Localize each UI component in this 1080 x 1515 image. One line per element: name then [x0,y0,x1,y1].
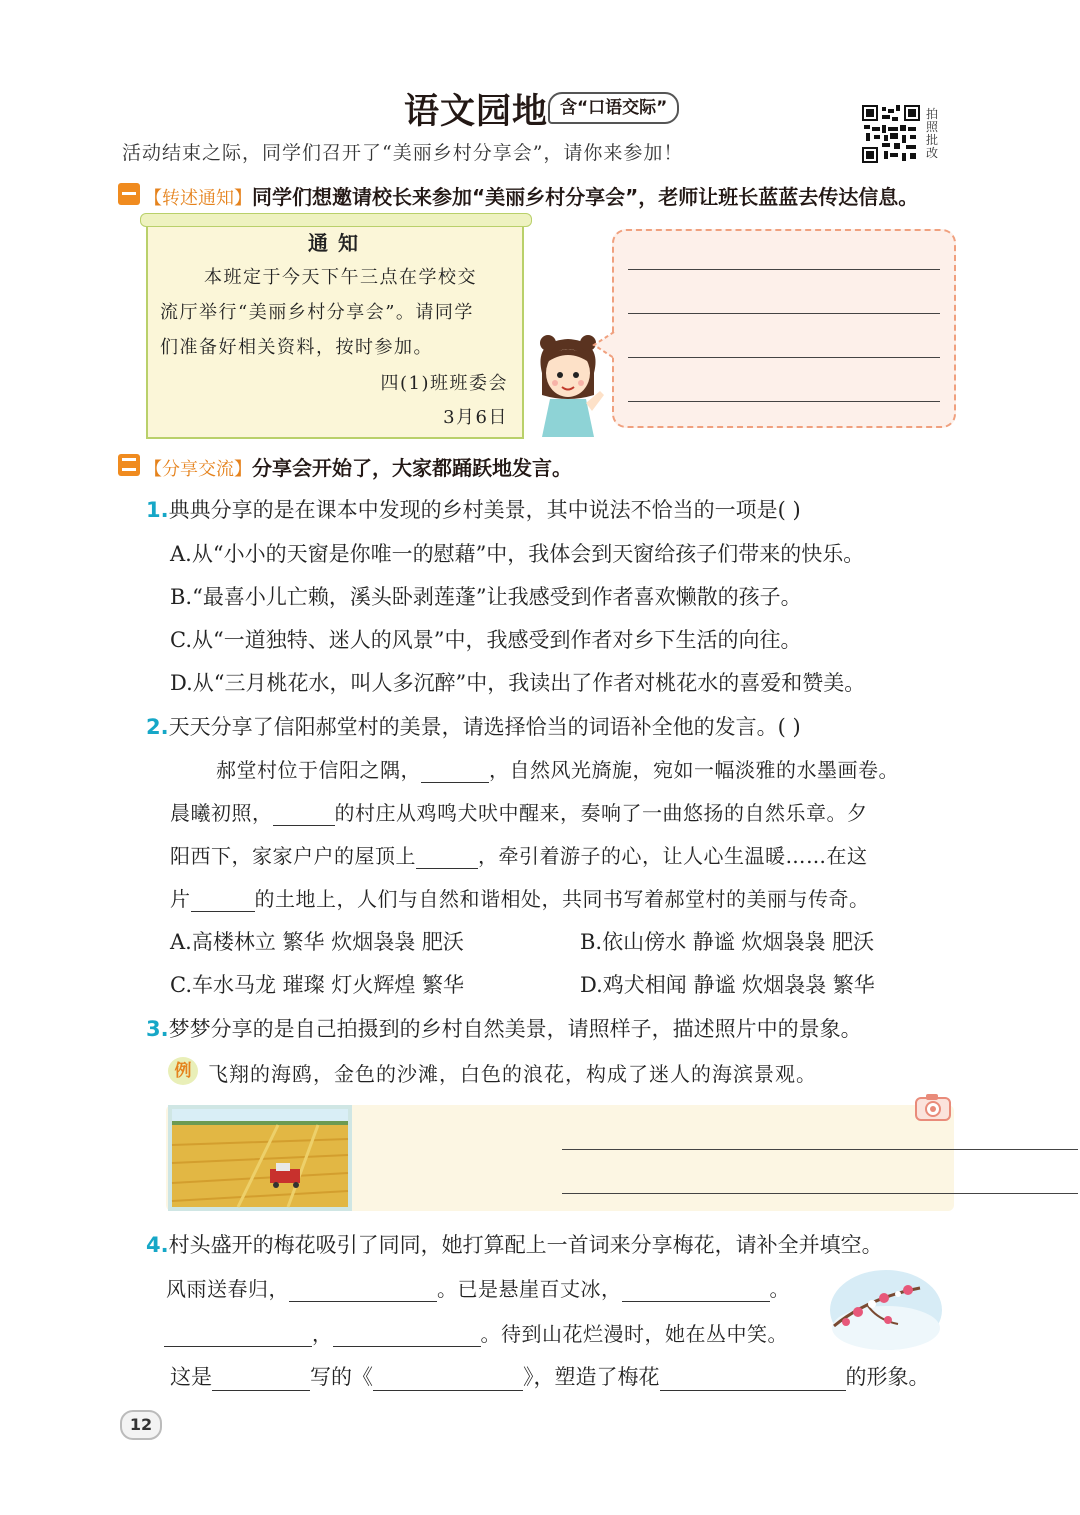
section-one-head [144,181,918,210]
fill-blank[interactable] [164,1324,312,1347]
passage-text: ，自然风光旖旎，宛如一幅淡雅的水墨画卷。 [489,758,899,782]
section-one-tag: 【转述通知】 [144,188,252,209]
passage-text: 阳西下，家家户户的屋顶上 [170,844,416,868]
question-4 [146,1229,883,1259]
poem-text: 。已是悬崖百丈冰， [437,1277,622,1301]
q1-option-b[interactable]: B.“最喜小儿亡赖，溪头卧剥莲蓬”让我感受到作者喜欢懒散的孩子。 [170,585,802,609]
poem-text: 。待到山花烂漫时，她在丛中笑。 [480,1322,788,1346]
section-one-marker [118,183,140,205]
notice-line: 们准备好相关资料，按时参加。 [160,337,433,358]
q1-option-c[interactable]: C.从“一道独特、迷人的风景”中，我感受到作者对乡下生活的向往。 [170,628,802,652]
photo-answer-card [166,1105,954,1211]
fill-text: 》，塑造了梅花 [523,1365,660,1389]
fill-blank[interactable] [622,1279,770,1302]
fill-text: 的形象。 [845,1365,930,1389]
page-number: 12 [120,1410,162,1440]
answer-bubble[interactable] [612,229,956,428]
example-badge: 例 [168,1057,198,1085]
fill-blank[interactable] [273,803,335,826]
fill-blank[interactable] [660,1368,846,1391]
passage-text: 郝堂村位于信阳之隅， [216,758,421,782]
q2-passage-line [216,754,899,783]
notice-date: 3月6日 [443,407,508,428]
q2-passage-line [170,797,868,826]
qr-code-icon[interactable] [862,105,920,163]
section-two-text: 分享会开始了，大家都踊跃地发言。 [252,456,572,480]
answer-line[interactable] [628,269,940,270]
wheat-field-photo [168,1105,352,1211]
question-number: 2. [146,715,169,739]
notice-title: 通 知 [308,231,360,255]
q2-option-c[interactable]: C.车水马龙 璀璨 灯火辉煌 繁华 [170,973,465,997]
poem-text: ， [312,1322,333,1346]
question-number: 1. [146,498,169,522]
notice-line: 流厅举行“美丽乡村分享会”。请同学 [160,302,474,323]
section-two-head [144,452,572,481]
question-2 [146,711,801,741]
fill-blank[interactable] [421,760,489,783]
answer-line[interactable] [562,1149,1078,1150]
fill-blank[interactable] [289,1279,437,1302]
poem-text: 。 [769,1277,790,1301]
bubble-tail-icon [592,330,616,360]
fill-blank[interactable] [373,1368,523,1391]
q2-passage-line [170,883,870,912]
passage-text: 晨曦初照， [170,801,273,825]
page-title: 语文园地 [404,91,549,132]
question-number: 4. [146,1233,169,1257]
q4-poem-line [166,1273,790,1302]
notice-card [146,217,524,439]
question-stem: 天天分享了信阳郝堂村的美景，请选择恰当的词语补全他的发言。( ) [168,715,801,739]
answer-line[interactable] [562,1193,1078,1194]
poem-text: 风雨送春归， [166,1277,289,1301]
title-tag: 含“口语交际” [548,92,679,124]
question-number: 3. [146,1017,169,1041]
section-one-text: 同学们想邀请校长来参加“美丽乡村分享会”，老师让班长蓝蓝去传达信息。 [252,185,919,209]
plum-blossom-illustration [828,1268,944,1352]
question-stem: 梦梦分享的是自己拍摄到的乡村自然美景，请照样子，描述照片中的景象。 [168,1017,862,1041]
q2-option-d[interactable]: D.鸡犬相闻 静谧 炊烟袅袅 繁华 [580,973,875,997]
fill-blank[interactable] [191,889,255,912]
fill-blank[interactable] [416,846,478,869]
fill-text: 这是 [170,1365,212,1389]
fill-blank[interactable] [333,1324,481,1347]
q2-option-b[interactable]: B.依山傍水 静谧 炊烟袅袅 肥沃 [580,930,875,954]
example-text: 飞翔的海鸥，金色的沙滩，白色的浪花，构成了迷人的海滨景观。 [208,1062,817,1086]
notice-line: 本班定于今天下午三点在学校交 [204,267,477,288]
q4-fill-line [170,1361,930,1391]
q2-option-a[interactable]: A.高楼林立 繁华 炊烟袅袅 肥沃 [170,930,464,954]
q4-poem-line [164,1318,788,1347]
q1-option-d[interactable]: D.从“三月桃花水，叫人多沉醉”中，我读出了作者对桃花水的喜爱和赞美。 [170,671,866,695]
camera-icon [914,1092,952,1122]
q2-passage-line [170,840,868,869]
question-stem: 村头盛开的梅花吸引了同同，她打算配上一首词来分享梅花，请补全并填空。 [168,1233,883,1257]
qr-label: 拍照批改 [925,107,938,160]
intro-text: 活动结束之际，同学们召开了“美丽乡村分享会”，请你来参加！ [122,142,684,164]
passage-text: 的村庄从鸡鸣犬吠中醒来，奏响了一曲悠扬的自然乐章。夕 [334,801,868,825]
section-two-tag: 【分享交流】 [144,459,252,480]
passage-text: 片 [170,887,191,911]
question-3 [146,1013,862,1043]
answer-line[interactable] [628,313,940,314]
passage-text: 的土地上，人们与自然和谐相处，共同书写着郝堂村的美丽与传奇。 [254,887,870,911]
notice-signature: 四(1)班班委会 [380,373,508,394]
question-1 [146,494,801,524]
fill-text: 写的《 [310,1365,373,1389]
q1-option-a[interactable]: A.从“小小的天窗是你唯一的慰藉”中，我体会到天窗给孩子们带来的快乐。 [170,542,865,566]
passage-text: ，牵引着游子的心，让人心生温暖……在这 [478,844,868,868]
answer-line[interactable] [628,401,940,402]
fill-blank[interactable] [212,1368,310,1391]
section-two-marker [118,454,140,476]
answer-line[interactable] [628,357,940,358]
question-stem: 典典分享的是在课本中发现的乡村美景，其中说法不恰当的一项是( ) [168,498,801,522]
